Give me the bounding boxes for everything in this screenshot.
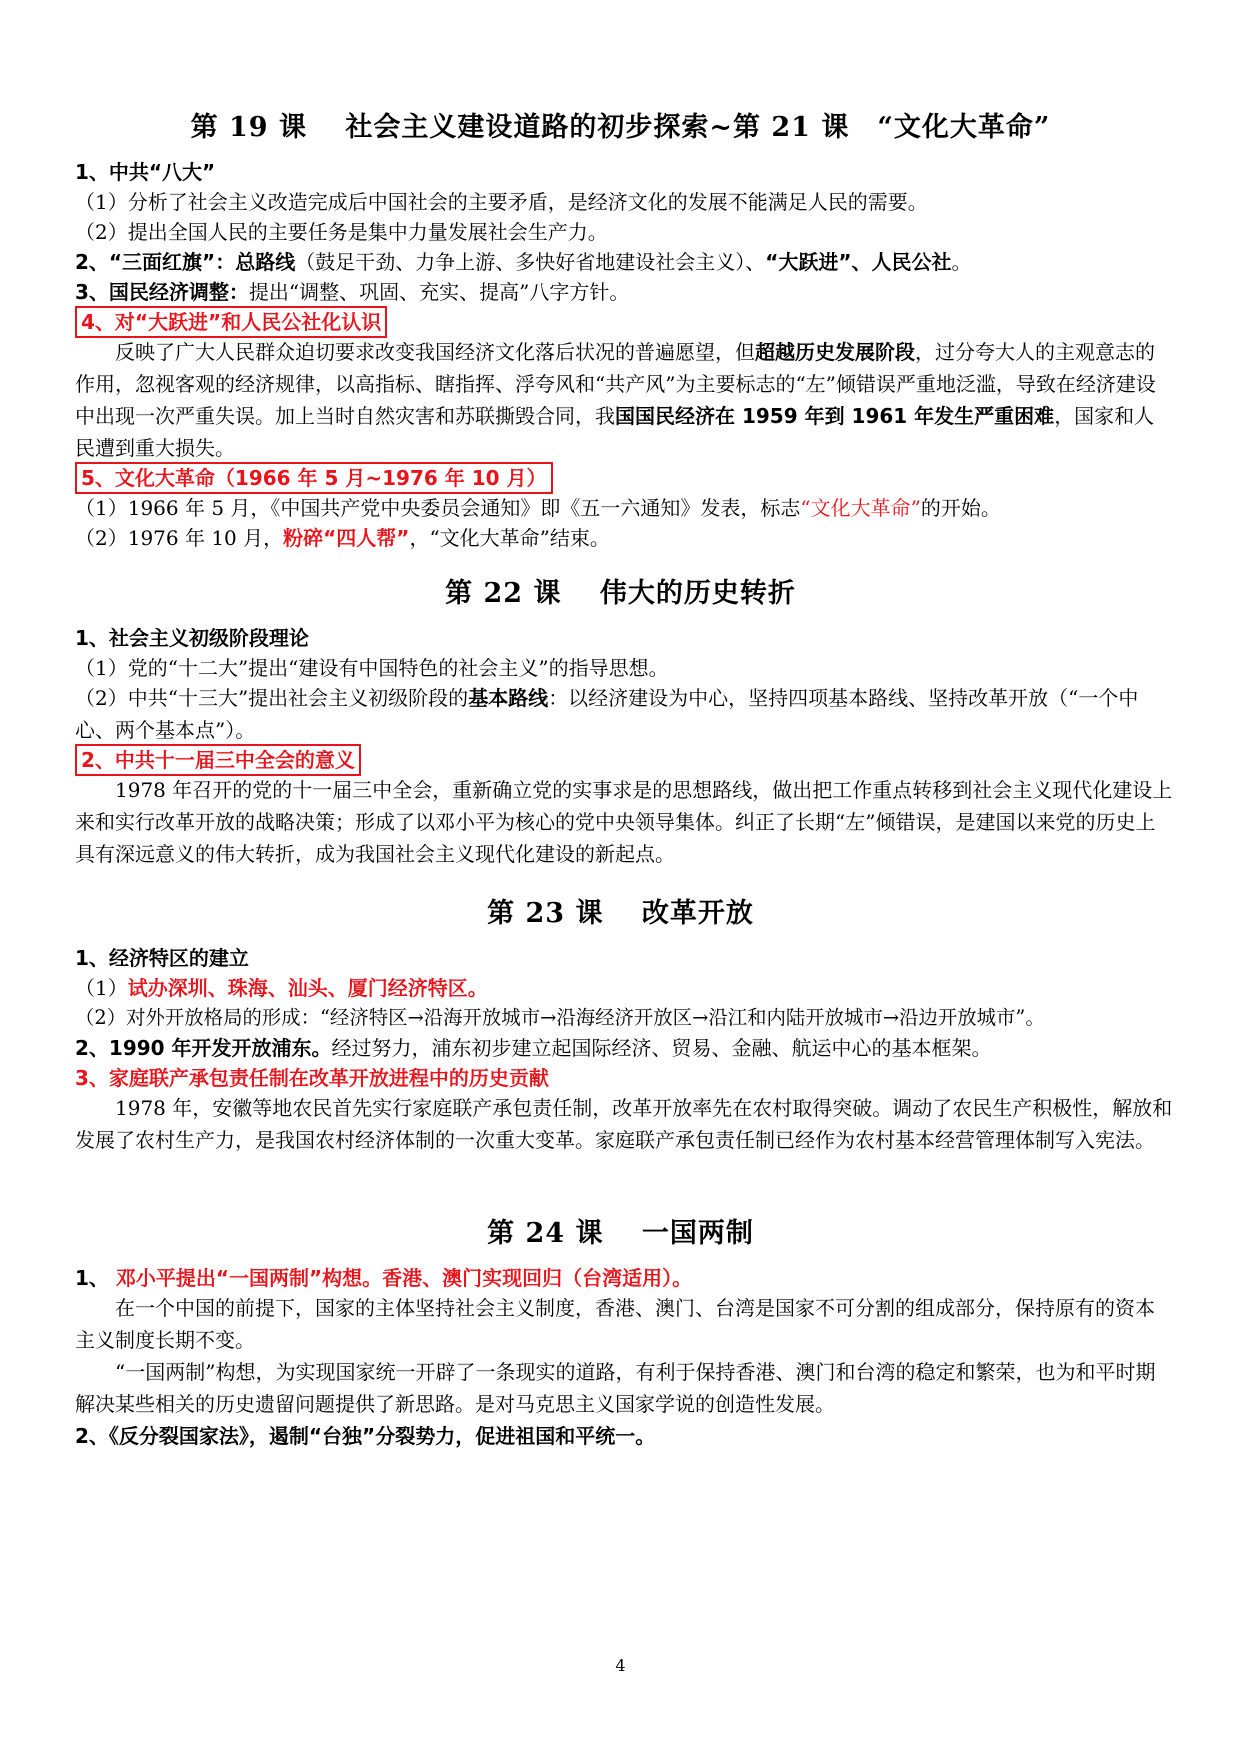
great-leap-paragraph bbox=[75, 336, 1173, 464]
third-plenum-boxed-heading: 2、中共十一届三中全会的意义 bbox=[75, 744, 361, 776]
sez-point-1-prefix: （1） bbox=[75, 976, 128, 1000]
third-plenum-paragraph: 1978 年召开的党的十一届三中全会，重新确立党的实事求是的思想路线，做出把工作重点转移到社会主义现代化建设上来和实行改革开放的战略决策；形成了以邓小平为核心的党中央领导集体。纠正了长期“左”倾错误，是建国以来党的历史上具有深远意义的伟大转折，成为我国社会主义现代化建设的新起点。 bbox=[75, 778, 1173, 866]
lesson-19-21-title: 第 19 课 社会主义建设道路的初步探索~第 21 课 “文化大革命” bbox=[190, 112, 1051, 143]
cr-point-2-c: ，“文化大革命”结束。 bbox=[409, 526, 610, 550]
item-cultural-revolution-heading bbox=[75, 462, 1175, 494]
octs-paragraph-2: “一国两制”构想，为实现国家统一开辟了一条现实的道路，有利于保持香港、澳门和台湾的稳定和繁荣，也为和平时期解决某些相关的历史遗留问题提供了新思路。是对马克思主义国家学说的创造性发展。 bbox=[75, 1360, 1156, 1416]
item-8th-congress-heading: 1、中共“八大” bbox=[75, 160, 216, 184]
cr-point-1-c: 的开始。 bbox=[920, 496, 1001, 520]
primary-stage-p2-a: （2）中共“十三大”提出社会主义初级阶段的 bbox=[75, 686, 469, 710]
octs-paragraph-1: 在一个中国的前提下，国家的主体坚持社会主义制度，香港、澳门、台湾是国家不可分割的组成部分，保持原有的资本主义制度长期不变。 bbox=[75, 1296, 1155, 1352]
great-leap-text-bold-2: 国国民经济在 1959 年到 1961 年发生严重困难 bbox=[615, 404, 1055, 428]
three-red-flags-end: 。 bbox=[951, 250, 972, 274]
lesson-23-title: 第 23 课 改革开放 bbox=[487, 898, 754, 929]
item-one-country-two-systems-heading bbox=[75, 1262, 1175, 1294]
item-third-plenum-heading bbox=[75, 744, 1175, 776]
pudong-text: 经过努力，浦东初步建立起国际经济、贸易、金融、航运中心的基本框架。 bbox=[331, 1036, 992, 1060]
economic-adjustment-text: 提出“调整、巩固、充实、提高”八字方针。 bbox=[248, 280, 630, 304]
item-economic-adjustment bbox=[75, 276, 1175, 308]
item-anti-secession-law: 2、《反分裂国家法》，遏制“台独”分裂势力，促进祖国和平统一。 bbox=[75, 1424, 656, 1448]
cultural-revolution-point-1 bbox=[75, 492, 1175, 524]
great-leap-text-bold-1: 超越历史发展阶段 bbox=[755, 340, 915, 364]
item-8th-congress-point-1: （1）分析了社会主义改造完成后中国社会的主要矛盾，是经济文化的发展不能满足人民的需要。 bbox=[75, 190, 928, 214]
cultural-revolution-point-2 bbox=[75, 522, 1175, 554]
cr-point-1-a: （1）1966 年 5 月，《中国共产党中央委员会通知》即《五一六通知》发表，标志 bbox=[75, 496, 801, 520]
item-8th-congress-point-2: （2）提出全国人民的主要任务是集中力量发展社会生产力。 bbox=[75, 220, 608, 244]
sez-point-1-red: 试办深圳、珠海、汕头、厦门经济特区。 bbox=[127, 976, 488, 1000]
item-primary-stage-heading: 1、社会主义初级阶段理论 bbox=[75, 626, 309, 650]
three-red-flags-detail: （鼓足干劲、力争上游、多快好省地建设社会主义）、 bbox=[295, 250, 766, 274]
primary-stage-p2-bold: 基本路线 bbox=[468, 686, 549, 710]
great-leap-boxed-heading: 4、对“大跃进”和人民公社化认识 bbox=[75, 306, 387, 338]
octs-number: 1、 bbox=[75, 1266, 116, 1290]
great-leap-text-a: 反映了广大人民群众迫切要求改变我国经济文化落后状况的普遍愿望，但 bbox=[115, 340, 755, 364]
item-household-contract-heading: 3、家庭联产承包责任制在改革开放进程中的历史贡献 bbox=[75, 1066, 549, 1090]
primary-stage-point-1: （1）党的“十二大”提出“建设有中国特色的社会主义”的指导思想。 bbox=[75, 656, 669, 680]
primary-stage-point-2 bbox=[75, 682, 1173, 746]
item-pudong bbox=[75, 1032, 1175, 1064]
three-red-flags-tail: “大跃进”、人民公社 bbox=[765, 250, 952, 274]
item-great-leap-heading bbox=[75, 306, 1175, 338]
household-contract-paragraph: 1978 年，安徽等地农民首先实行家庭联产承包责任制，改革开放率先在农村取得突破。调动了农民生产积极性，解放和发展了农村生产力，是我国农村经济体制的一次重大变革。家庭联产承包责任制已经作为农村基本经营管理体制写入宪法。 bbox=[75, 1096, 1173, 1152]
cr-point-2-red: 粉碎“四人帮” bbox=[283, 526, 410, 550]
octs-red-heading: 邓小平提出“一国两制”构想。香港、澳门实现回归（台湾适用）。 bbox=[115, 1266, 693, 1290]
great-leap-text-c: ，过分夸大人的主观意志的作用，忽视客观的经济规律，以高指标、瞎指挥、浮夸风和“共产风”为主要标志的“左”倾错误严重地泛滥，导致在经济建设中出现一次严重失误。加上当时自然灾害和苏联撕毁合同，我 bbox=[75, 340, 1156, 428]
economic-adjustment-label: 3、国民经济调整： bbox=[75, 280, 249, 304]
lesson-22-title: 第 22 课 伟大的历史转折 bbox=[445, 578, 796, 609]
three-red-flags-label: 2、“三面红旗”：总路线 bbox=[75, 250, 296, 274]
primary-stage-p2-c: ：以经济建设为中心，坚持四项基本路线、坚持改革开放（“一个中心、两个基本点”）。 bbox=[75, 686, 1139, 742]
sez-point-1 bbox=[75, 972, 1175, 1004]
cr-point-1-red: “文化大革命” bbox=[800, 496, 921, 520]
cultural-revolution-boxed-heading: 5、文化大革命（1966 年 5 月~1976 年 10 月） bbox=[75, 462, 553, 494]
item-three-red-flags bbox=[75, 246, 1175, 278]
great-leap-text-e: ，国家和人民遭到重大损失。 bbox=[75, 404, 1155, 460]
cr-point-2-a: （2）1976 年 10 月， bbox=[75, 526, 284, 550]
page-number: 4 bbox=[615, 1656, 626, 1675]
item-sez-heading: 1、经济特区的建立 bbox=[75, 946, 249, 970]
lesson-24-title: 第 24 课 一国两制 bbox=[487, 1218, 754, 1249]
sez-point-2: （2）对外开放格局的形成：“经济特区→沿海开放城市→沿海经济开放区→沿江和内陆开放城市→沿边开放城市”。 bbox=[75, 1006, 1045, 1029]
pudong-bold: 2、1990 年开发开放浦东。 bbox=[75, 1036, 332, 1060]
